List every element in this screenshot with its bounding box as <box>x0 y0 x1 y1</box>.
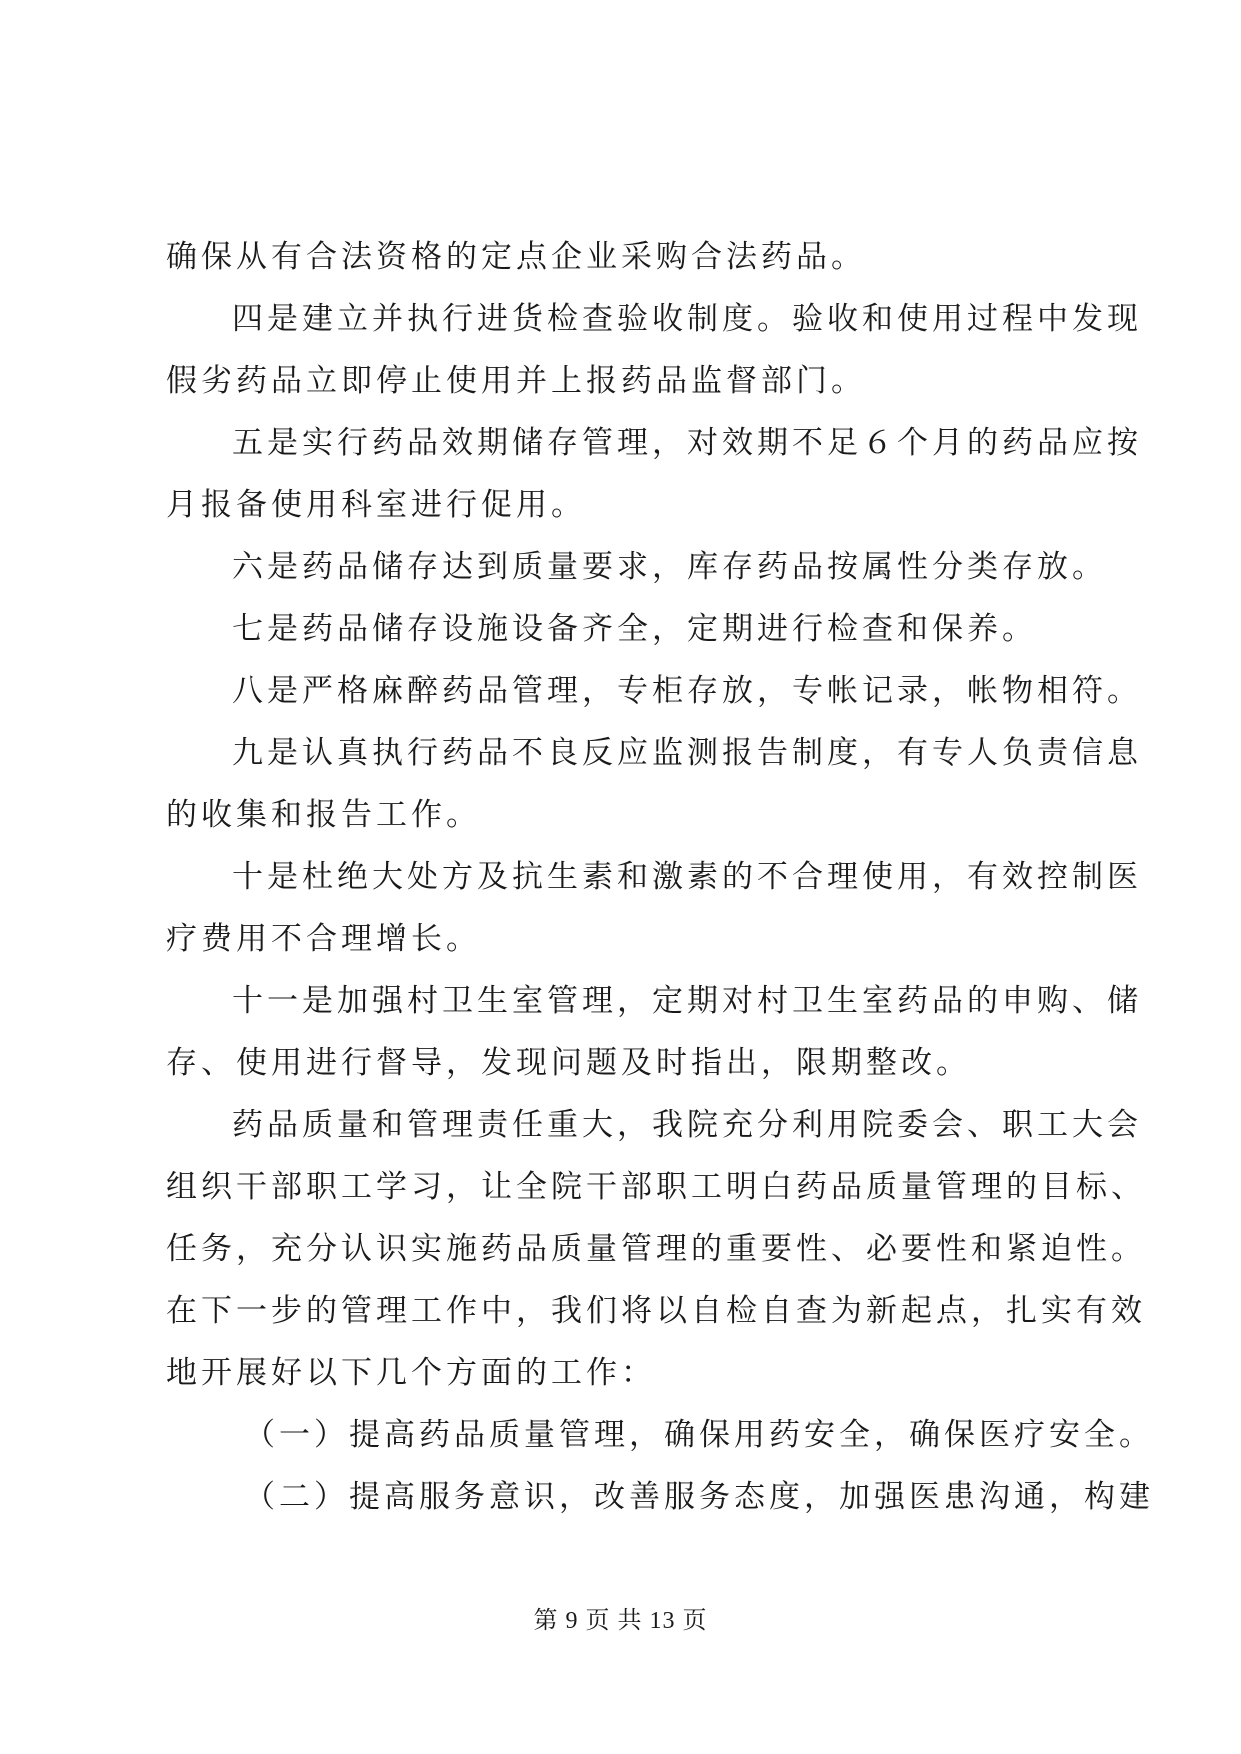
text-line: 七是药品储存设施设备齐全，定期进行检查和保养。 <box>232 611 1037 647</box>
text-line: 确保从有合法资格的定点企业采购合法药品。 <box>166 239 866 275</box>
text-line: 十一是加强村卫生室管理，定期对村卫生室药品的申购、储 <box>232 983 1142 1019</box>
text-line: 六是药品储存达到质量要求，库存药品按属性分类存放。 <box>232 549 1107 585</box>
text-line: 假劣药品立即停止使用并上报药品监督部门。 <box>166 363 866 399</box>
text-line: 的收集和报告工作。 <box>166 797 481 833</box>
text-line: 疗费用不合理增长。 <box>166 921 481 957</box>
text-line: （二）提高服务意识，改善服务态度，加强医患沟通，构建 <box>244 1479 1154 1515</box>
text-line: 存、使用进行督导，发现问题及时指出，限期整改。 <box>166 1045 971 1081</box>
text-line: 药品质量和管理责任重大，我院充分利用院委会、职工大会 <box>232 1107 1142 1143</box>
text-line: 组织干部职工学习，让全院干部职工明白药品质量管理的目标、 <box>166 1169 1146 1205</box>
text-line: 在下一步的管理工作中，我们将以自检自查为新起点，扎实有效 <box>166 1293 1146 1329</box>
text-line: （一）提高药品质量管理，确保用药安全，确保医疗安全。 <box>244 1417 1154 1453</box>
text-line: 四是建立并执行进货检查验收制度。验收和使用过程中发现 <box>232 301 1142 337</box>
text-line: 九是认真执行药品不良反应监测报告制度，有专人负责信息 <box>232 735 1142 771</box>
text-line: 八是严格麻醉药品管理，专柜存放，专帐记录，帐物相符。 <box>232 673 1142 709</box>
text-line: 任务，充分认识实施药品质量管理的重要性、必要性和紧迫性。 <box>166 1231 1146 1267</box>
text-line: 五是实行药品效期储存管理，对效期不足６个月的药品应按 <box>232 425 1142 461</box>
page-footer: 第 9 页 共 13 页 <box>533 1608 708 1634</box>
text-line: 地开展好以下几个方面的工作： <box>166 1355 656 1391</box>
text-line: 月报备使用科室进行促用。 <box>166 487 586 523</box>
text-line: 十是杜绝大处方及抗生素和激素的不合理使用，有效控制医 <box>232 859 1142 895</box>
